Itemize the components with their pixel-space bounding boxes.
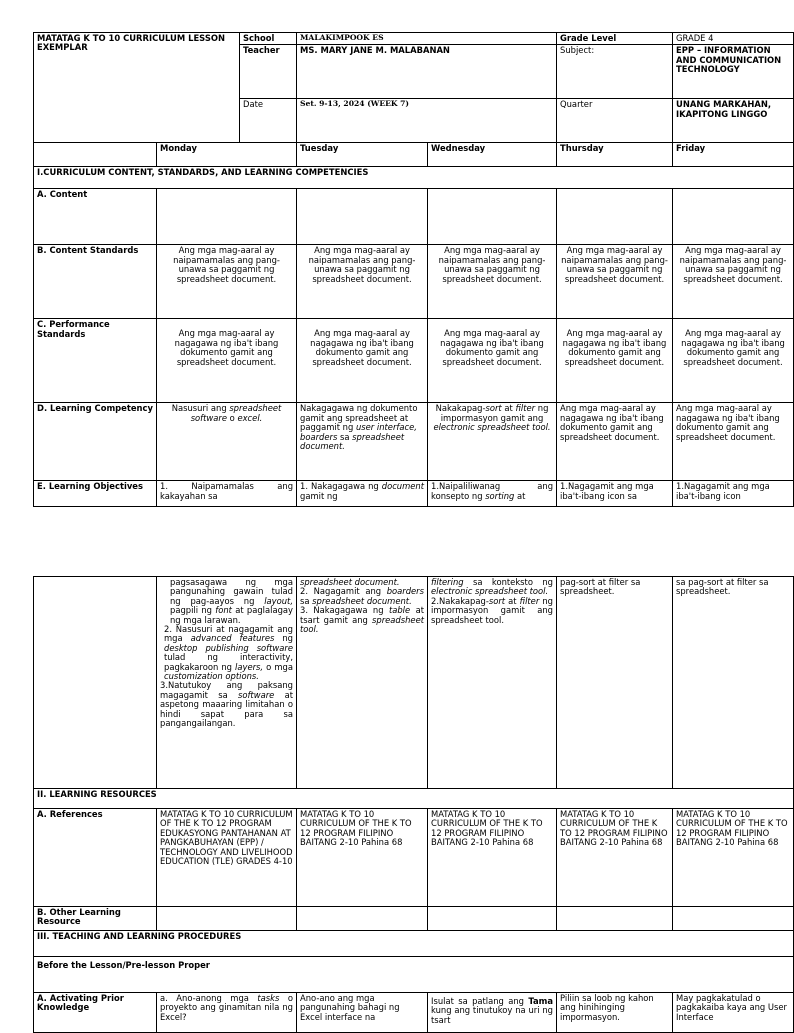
content-standards-wed: Ang mga mag-aaral ay naipamamalas ang pang-unawa sa paggamit ng spreadsheet document. [428,245,557,319]
objectives-fri: sa pag-sort at filter sa spreadsheet. [673,577,794,789]
performance-standards-fri: Ang mga mag-aaral ay nagagawa ng iba't ibang dokumento gamit ang spreadsheet document. [673,319,794,403]
competency-thu: Ang mga mag-aaral ay nagagawa ng iba't ibang dokumento gamit ang spreadsheet document. [557,403,673,481]
content-standards-label: B. Content Standards [34,245,157,319]
activating-thu: Piliin sa loob ng kahon ang hinihinging impormasyon. [557,993,673,1033]
learning-objectives-row [34,481,794,507]
learning-competency-row [34,403,794,481]
day-friday: Friday [673,143,794,167]
teacher-label: Teacher [240,45,297,99]
subject-label: Subject: [557,45,673,99]
objectives-thu: pag-sort at filter sa spreadsheet. [557,577,673,789]
performance-standards-wed: Ang mga mag-aaral ay nagagawa ng iba't ibang dokumento gamit ang spreadsheet document. [428,319,557,403]
section-before-lesson: Before the Lesson/Pre-lesson Proper [34,957,794,993]
performance-standards-label: C. Performance Standards [34,319,157,403]
objectives-tue-start: 1. Nakagagawa ng document gamit ng [297,481,428,507]
objectives-mon-start: 1. Naipamamalas ang kakayahan sa [157,481,297,507]
section-resources: II. LEARNING RESOURCES [34,789,794,809]
grade-label: Grade Level [557,33,673,45]
performance-standards-mon: Ang mga mag-aaral ay nagagawa ng iba't ibang dokumento gamit ang spreadsheet document. [157,319,297,403]
activating-wed: Isulat sa patlang ang Tama kung ang tinutukoy na uri ng tsart [428,993,557,1033]
day-monday: Monday [157,143,297,167]
teacher-value: MS. MARY JANE M. MALABANAN [297,45,557,99]
performance-standards-thu: Ang mga mag-aaral ay nagagawa ng iba't ibang dokumento gamit ang spreadsheet document. [557,319,673,403]
learning-objectives-label: E. Learning Objectives [34,481,157,507]
grade-value: GRADE 4 [673,33,794,45]
references-label: A. References [34,809,157,907]
learning-competency-label: D. Learning Competency [34,403,157,481]
date-label: Date [240,99,297,143]
subject-value: EPP – INFORMATION AND COMMUNICATION TECHNOLOGY [673,45,794,99]
objectives-thu-start: 1.Nagagamit ang mga iba't-ibang icon sa [557,481,673,507]
date-value: Set. 9-13, 2024 (WEEK 7) [297,99,557,143]
other-resource-row [34,907,794,931]
school-label: School [240,33,297,45]
activating-tue: Ano-ano ang mga pangunahing bahagi ng Excel interface na [297,993,428,1033]
performance-standards-row [34,319,794,403]
school-value: MALAKIMPOOK ES [297,33,557,45]
other-resource-label: B. Other Learning Resource [34,907,157,931]
competency-wed: Nakakapag-sort at filter ng impormasyon gamit ang electronic spreadsheet tool. [428,403,557,481]
exemplar-title: MATATAG K TO 10 CURRICULUM LESSON EXEMPLAR [34,33,240,143]
references-wed: MATATAG K TO 10 CURRICULUM OF THE K TO 12 PROGRAM FILIPINO BAITANG 2-10 Pahina 68 [428,809,557,907]
content-standards-mon: Ang mga mag-aaral ay naipamamalas ang pang-unawa sa paggamit ng spreadsheet document. [157,245,297,319]
objectives-tue: spreadsheet document. 2. Nagagamit ang boarders sa spreadsheet document. 3. Nakagagawa ng table at tsart gamit ang spreadsheet tool. [297,577,428,789]
content-standards-row [34,245,794,319]
activating-mon: a. Ano-anong mga tasks o proyekto ang ginamitan nila ng Excel? [157,993,297,1033]
references-fri: MATATAG K TO 10 CURRICULUM OF THE K TO 12 PROGRAM FILIPINO BAITANG 2-10 Pahina 68 [673,809,794,907]
references-mon: MATATAG K TO 10 CURRICULUM OF THE K TO 12 PROGRAM EDUKASYONG PANTAHANAN AT PANGKABUHAYAN (EPP) / TECHNOLOGY AND LIVELIHOOD EDUCATION (TLE) GRADES 4-10 [157,809,297,907]
learning-objectives-row-continued [34,577,794,789]
lesson-table-page-2 [33,576,788,1033]
objectives-wed-start: 1.Naipaliliwanag ang konsepto ng sorting at [428,481,557,507]
day-wednesday: Wednesday [428,143,557,167]
content-row [34,189,794,245]
activating-label: A. Activating Prior Knowledge [34,993,157,1033]
section-procedures: III. TEACHING AND LEARNING PROCEDURES [34,931,794,957]
quarter-label: Quarter [557,99,673,143]
references-tue: MATATAG K TO 10 CURRICULUM OF THE K TO 12 PROGRAM FILIPINO BAITANG 2-10 Pahina 68 [297,809,428,907]
competency-mon: Nasusuri ang spreadsheet software o excel. [157,403,297,481]
lesson-table-page-1 [33,32,787,507]
references-row [34,809,794,907]
activating-row [34,993,794,1033]
performance-standards-tue: Ang mga mag-aaral ay nagagawa ng iba't ibang dokumento gamit ang spreadsheet document. [297,319,428,403]
lesson-exemplar-table [33,32,794,507]
days-row [34,143,794,167]
content-label: A. Content [34,189,157,245]
competency-tue: Nakagagawa ng dokumento gamit ang spreadsheet at paggamit ng user interface, boarders sa spreadsheet document. [297,403,428,481]
content-standards-fri: Ang mga mag-aaral ay naipamamalas ang pang-unawa sa paggamit ng spreadsheet document. [673,245,794,319]
content-standards-thu: Ang mga mag-aaral ay naipamamalas ang pang-unawa sa paggamit ng spreadsheet document. [557,245,673,319]
day-tuesday: Tuesday [297,143,428,167]
day-thursday: Thursday [557,143,673,167]
references-thu: MATATAG K TO 10 CURRICULUM OF THE K TO 12 PROGRAM FILIPINO BAITANG 2-10 Pahina 68 [557,809,673,907]
activating-fri: May pagkakatulad o pagkakaiba kaya ang User Interface [673,993,794,1033]
objectives-wed: filtering sa konteksto ng electronic spreadsheet tool. 2.Nakakapag-sort at filter ng impormasyon gamit ang spreadsheet tool. [428,577,557,789]
objectives-mon: pagsasagawa ng mga pangunahing gawain tulad ng pag-aayos ng layout, pagpili ng font at paglalagay ng mga larawan. 2. Nasusuri at nagagamit ang mga advanced features ng desktop publishing software tulad ng interactivity, pagkakaroon ng layers, o mga customization options. 3.Natutukoy ang paksang magagamit sa software at aspetong maaaring limitahan o hindi sapat para sa pangangailangan. [157,577,297,789]
competency-fri: Ang mga mag-aaral ay nagagawa ng iba't ibang dokumento gamit ang spreadsheet document. [673,403,794,481]
objectives-fri-start: 1.Nagagamit ang mga iba't-ibang icon [673,481,794,507]
section-curriculum: I.CURRICULUM CONTENT, STANDARDS, AND LEARNING COMPETENCIES [34,167,794,189]
lesson-exemplar-table-continued [33,576,794,1033]
quarter-value: UNANG MARKAHAN, IKAPITONG LINGGO [673,99,794,143]
content-standards-tue: Ang mga mag-aaral ay naipamamalas ang pang-unawa sa paggamit ng spreadsheet document. [297,245,428,319]
